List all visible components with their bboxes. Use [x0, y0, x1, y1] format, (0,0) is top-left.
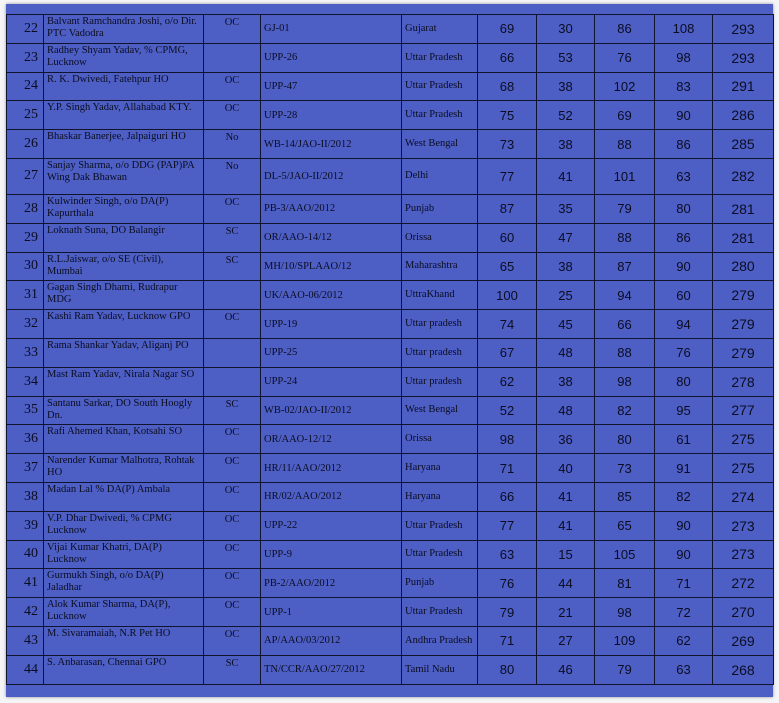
circle-name: Uttar Pradesh: [402, 43, 478, 72]
category: SC: [204, 655, 261, 684]
roll-number: UPP-28: [261, 101, 402, 130]
marks-paper-3: 86: [595, 15, 655, 44]
marks-paper-1: 63: [478, 540, 537, 569]
marks-paper-1: 87: [478, 194, 537, 223]
marks-paper-4: 76: [655, 338, 713, 367]
category: OC: [204, 511, 261, 540]
roll-number: HR/02/AAO/2012: [261, 482, 402, 511]
table-row: [7, 158, 774, 194]
marks-paper-2: 41: [537, 482, 595, 511]
roll-number: UPP-1: [261, 598, 402, 627]
table-row: [7, 281, 774, 310]
total-marks: 279: [713, 338, 774, 367]
table-row: [7, 223, 774, 252]
name-office: R.L.Jaiswar, o/o SE (Civil), Mumbai: [44, 252, 204, 281]
table-row: [7, 101, 774, 130]
serial-number: 43: [7, 626, 44, 655]
total-marks: 274: [713, 482, 774, 511]
marks-paper-4: 82: [655, 482, 713, 511]
circle-name: Haryana: [402, 482, 478, 511]
total-marks: 272: [713, 569, 774, 598]
marks-paper-1: 69: [478, 15, 537, 44]
marks-paper-4: 72: [655, 598, 713, 627]
circle-name: Uttar pradesh: [402, 367, 478, 396]
marks-paper-3: 65: [595, 511, 655, 540]
marks-paper-2: 38: [537, 130, 595, 159]
roll-number: GJ-01: [261, 15, 402, 44]
marks-paper-4: 62: [655, 626, 713, 655]
marks-paper-3: 88: [595, 338, 655, 367]
marks-paper-3: 80: [595, 425, 655, 454]
marks-paper-3: 94: [595, 281, 655, 310]
table-row: [7, 252, 774, 281]
marks-paper-4: 95: [655, 396, 713, 425]
table-row: [7, 540, 774, 569]
total-marks: 273: [713, 540, 774, 569]
marks-paper-1: 80: [478, 655, 537, 684]
marks-paper-3: 88: [595, 130, 655, 159]
total-marks: 269: [713, 626, 774, 655]
category: SC: [204, 396, 261, 425]
category: [204, 43, 261, 72]
category: OC: [204, 626, 261, 655]
roll-number: WB-14/JAO-II/2012: [261, 130, 402, 159]
circle-name: Uttar Pradesh: [402, 598, 478, 627]
name-office: Sanjay Sharma, o/o DDG (PAP)PA Wing Dak Bhawan: [44, 158, 204, 194]
circle-name: Uttar Pradesh: [402, 101, 478, 130]
marks-paper-4: 63: [655, 158, 713, 194]
total-marks: 285: [713, 130, 774, 159]
serial-number: 28: [7, 194, 44, 223]
roll-number: AP/AAO/03/2012: [261, 626, 402, 655]
roll-number: UPP-25: [261, 338, 402, 367]
table-row: [7, 338, 774, 367]
name-office: Balvant Ramchandra Joshi, o/o Dir. PTC Vadodra: [44, 15, 204, 44]
serial-number: 33: [7, 338, 44, 367]
marks-paper-2: 40: [537, 454, 595, 483]
table-row: [7, 130, 774, 159]
name-office: S. Anbarasan, Chennai GPO: [44, 655, 204, 684]
marks-paper-2: 53: [537, 43, 595, 72]
marks-paper-2: 48: [537, 396, 595, 425]
serial-number: 35: [7, 396, 44, 425]
circle-name: Uttar Pradesh: [402, 72, 478, 101]
total-marks: 280: [713, 252, 774, 281]
circle-name: Uttar Pradesh: [402, 511, 478, 540]
results-table: [6, 14, 774, 685]
roll-number: UPP-19: [261, 310, 402, 339]
name-office: Mast Ram Yadav, Nirala Nagar SO: [44, 367, 204, 396]
marks-paper-1: 60: [478, 223, 537, 252]
marks-paper-2: 25: [537, 281, 595, 310]
total-marks: 281: [713, 223, 774, 252]
marks-paper-2: 38: [537, 252, 595, 281]
circle-name: Uttar pradesh: [402, 338, 478, 367]
total-marks: 282: [713, 158, 774, 194]
serial-number: 25: [7, 101, 44, 130]
roll-number: HR/11/AAO/2012: [261, 454, 402, 483]
marks-paper-1: 98: [478, 425, 537, 454]
marks-paper-4: 90: [655, 540, 713, 569]
name-office: M. Sivaramaiah, N.R Pet HO: [44, 626, 204, 655]
circle-name: Uttar pradesh: [402, 310, 478, 339]
roll-number: UPP-47: [261, 72, 402, 101]
marks-paper-1: 52: [478, 396, 537, 425]
table-row: [7, 43, 774, 72]
roll-number: WB-02/JAO-II/2012: [261, 396, 402, 425]
category: OC: [204, 482, 261, 511]
table-row: [7, 72, 774, 101]
marks-paper-3: 98: [595, 367, 655, 396]
serial-number: 42: [7, 598, 44, 627]
total-marks: 277: [713, 396, 774, 425]
marks-paper-3: 66: [595, 310, 655, 339]
category: OC: [204, 15, 261, 44]
total-marks: 293: [713, 43, 774, 72]
marks-paper-2: 48: [537, 338, 595, 367]
category: SC: [204, 223, 261, 252]
marks-paper-4: 71: [655, 569, 713, 598]
marks-paper-4: 108: [655, 15, 713, 44]
marks-paper-1: 66: [478, 43, 537, 72]
serial-number: 31: [7, 281, 44, 310]
total-marks: 278: [713, 367, 774, 396]
circle-name: Maharashtra: [402, 252, 478, 281]
circle-name: Haryana: [402, 454, 478, 483]
marks-paper-3: 87: [595, 252, 655, 281]
marks-paper-3: 98: [595, 598, 655, 627]
category: OC: [204, 598, 261, 627]
table-row: [7, 396, 774, 425]
marks-paper-1: 68: [478, 72, 537, 101]
total-marks: 268: [713, 655, 774, 684]
marks-paper-4: 90: [655, 252, 713, 281]
marks-paper-1: 71: [478, 626, 537, 655]
total-marks: 275: [713, 454, 774, 483]
circle-name: West Bengal: [402, 396, 478, 425]
table-row: [7, 454, 774, 483]
serial-number: 32: [7, 310, 44, 339]
table-row: [7, 425, 774, 454]
total-marks: 281: [713, 194, 774, 223]
circle-name: Orissa: [402, 425, 478, 454]
category: [204, 367, 261, 396]
name-office: Y.P. Singh Yadav, Allahabad KTY.: [44, 101, 204, 130]
name-office: Narender Kumar Malhotra, Rohtak HO: [44, 454, 204, 483]
category: OC: [204, 569, 261, 598]
name-office: Gagan Singh Dhami, Rudrapur MDG: [44, 281, 204, 310]
roll-number: TN/CCR/AAO/27/2012: [261, 655, 402, 684]
table-row: [7, 655, 774, 684]
marks-paper-2: 36: [537, 425, 595, 454]
marks-paper-4: 63: [655, 655, 713, 684]
marks-paper-1: 74: [478, 310, 537, 339]
marks-paper-3: 85: [595, 482, 655, 511]
circle-name: Uttar Pradesh: [402, 540, 478, 569]
marks-paper-4: 94: [655, 310, 713, 339]
serial-number: 23: [7, 43, 44, 72]
name-office: Gurmukh Singh, o/o DA(P) Jaladhar: [44, 569, 204, 598]
category: OC: [204, 454, 261, 483]
serial-number: 36: [7, 425, 44, 454]
table-row: [7, 511, 774, 540]
marks-paper-1: 73: [478, 130, 537, 159]
results-body: [7, 15, 774, 685]
marks-paper-4: 83: [655, 72, 713, 101]
serial-number: 37: [7, 454, 44, 483]
marks-paper-1: 100: [478, 281, 537, 310]
category: OC: [204, 72, 261, 101]
marks-paper-2: 38: [537, 367, 595, 396]
name-office: Alok Kumar Sharma, DA(P), Lucknow: [44, 598, 204, 627]
marks-paper-2: 41: [537, 158, 595, 194]
roll-number: UPP-9: [261, 540, 402, 569]
roll-number: DL-5/JAO-II/2012: [261, 158, 402, 194]
marks-paper-1: 76: [478, 569, 537, 598]
table-row: [7, 626, 774, 655]
category: OC: [204, 425, 261, 454]
marks-paper-4: 60: [655, 281, 713, 310]
marks-paper-2: 46: [537, 655, 595, 684]
marks-paper-3: 109: [595, 626, 655, 655]
marks-paper-1: 67: [478, 338, 537, 367]
name-office: Madan Lal % DA(P) Ambala: [44, 482, 204, 511]
marks-paper-2: 38: [537, 72, 595, 101]
roll-number: UK/AAO-06/2012: [261, 281, 402, 310]
serial-number: 22: [7, 15, 44, 44]
marks-paper-4: 90: [655, 101, 713, 130]
category: OC: [204, 540, 261, 569]
marks-paper-2: 35: [537, 194, 595, 223]
marks-paper-4: 80: [655, 367, 713, 396]
total-marks: 273: [713, 511, 774, 540]
marks-paper-3: 73: [595, 454, 655, 483]
name-office: V.P. Dhar Dwivedi, % CPMG Lucknow: [44, 511, 204, 540]
serial-number: 30: [7, 252, 44, 281]
circle-name: Orissa: [402, 223, 478, 252]
marks-paper-4: 61: [655, 425, 713, 454]
marks-paper-3: 81: [595, 569, 655, 598]
marks-paper-2: 45: [537, 310, 595, 339]
circle-name: Tamil Nadu: [402, 655, 478, 684]
marks-paper-3: 101: [595, 158, 655, 194]
name-office: Rafi Ahemed Khan, Kotsahi SO: [44, 425, 204, 454]
serial-number: 41: [7, 569, 44, 598]
circle-name: UttraKhand: [402, 281, 478, 310]
circle-name: Andhra Pradesh: [402, 626, 478, 655]
marks-paper-2: 44: [537, 569, 595, 598]
category: OC: [204, 101, 261, 130]
total-marks: 270: [713, 598, 774, 627]
name-office: Loknath Suna, DO Balangir: [44, 223, 204, 252]
circle-name: Punjab: [402, 569, 478, 598]
marks-paper-2: 27: [537, 626, 595, 655]
marks-paper-3: 79: [595, 194, 655, 223]
serial-number: 38: [7, 482, 44, 511]
roll-number: OR/AAO-14/12: [261, 223, 402, 252]
marks-paper-2: 47: [537, 223, 595, 252]
name-office: R. K. Dwivedi, Fatehpur HO: [44, 72, 204, 101]
marks-paper-3: 76: [595, 43, 655, 72]
marks-paper-2: 30: [537, 15, 595, 44]
serial-number: 34: [7, 367, 44, 396]
serial-number: 40: [7, 540, 44, 569]
marks-paper-1: 71: [478, 454, 537, 483]
category: [204, 281, 261, 310]
marks-paper-4: 98: [655, 43, 713, 72]
roll-number: PB-3/AAO/2012: [261, 194, 402, 223]
marks-paper-2: 41: [537, 511, 595, 540]
name-office: Bhaskar Banerjee, Jalpaiguri HO: [44, 130, 204, 159]
category: No: [204, 158, 261, 194]
name-office: Rama Shankar Yadav, Aliganj PO: [44, 338, 204, 367]
name-office: Kulwinder Singh, o/o DA(P) Kapurthala: [44, 194, 204, 223]
marks-paper-1: 77: [478, 158, 537, 194]
serial-number: 39: [7, 511, 44, 540]
category: OC: [204, 194, 261, 223]
name-office: Kashi Ram Yadav, Lucknow GPO: [44, 310, 204, 339]
marks-paper-3: 102: [595, 72, 655, 101]
table-row: [7, 367, 774, 396]
category: OC: [204, 310, 261, 339]
roll-number: OR/AAO-12/12: [261, 425, 402, 454]
table-row: [7, 15, 774, 44]
category: No: [204, 130, 261, 159]
circle-name: Gujarat: [402, 15, 478, 44]
roll-number: PB-2/AAO/2012: [261, 569, 402, 598]
serial-number: 29: [7, 223, 44, 252]
marks-paper-3: 88: [595, 223, 655, 252]
category: SC: [204, 252, 261, 281]
marks-paper-4: 80: [655, 194, 713, 223]
total-marks: 279: [713, 310, 774, 339]
roll-number: UPP-24: [261, 367, 402, 396]
roll-number: MH/10/SPLAAO/12: [261, 252, 402, 281]
serial-number: 26: [7, 130, 44, 159]
marks-paper-4: 86: [655, 130, 713, 159]
total-marks: 279: [713, 281, 774, 310]
serial-number: 24: [7, 72, 44, 101]
marks-paper-3: 105: [595, 540, 655, 569]
marks-paper-3: 79: [595, 655, 655, 684]
marks-paper-1: 66: [478, 482, 537, 511]
serial-number: 44: [7, 655, 44, 684]
serial-number: 27: [7, 158, 44, 194]
total-marks: 291: [713, 72, 774, 101]
marks-paper-2: 21: [537, 598, 595, 627]
marks-paper-1: 75: [478, 101, 537, 130]
marks-paper-4: 86: [655, 223, 713, 252]
roll-number: UPP-22: [261, 511, 402, 540]
marks-paper-4: 90: [655, 511, 713, 540]
name-office: Vijai Kumar Khatri, DA(P) Lucknow: [44, 540, 204, 569]
marks-paper-4: 91: [655, 454, 713, 483]
category: [204, 338, 261, 367]
marks-paper-1: 65: [478, 252, 537, 281]
marks-paper-3: 82: [595, 396, 655, 425]
name-office: Radhey Shyam Yadav, % CPMG, Lucknow: [44, 43, 204, 72]
table-row: [7, 482, 774, 511]
result-sheet: [6, 4, 773, 697]
circle-name: Delhi: [402, 158, 478, 194]
total-marks: 275: [713, 425, 774, 454]
marks-paper-1: 79: [478, 598, 537, 627]
marks-paper-1: 77: [478, 511, 537, 540]
marks-paper-2: 52: [537, 101, 595, 130]
table-row: [7, 310, 774, 339]
total-marks: 286: [713, 101, 774, 130]
table-row: [7, 598, 774, 627]
roll-number: UPP-26: [261, 43, 402, 72]
circle-name: Punjab: [402, 194, 478, 223]
table-row: [7, 569, 774, 598]
table-row: [7, 194, 774, 223]
marks-paper-1: 62: [478, 367, 537, 396]
marks-paper-3: 69: [595, 101, 655, 130]
marks-paper-2: 15: [537, 540, 595, 569]
circle-name: West Bengal: [402, 130, 478, 159]
total-marks: 293: [713, 15, 774, 44]
name-office: Santanu Sarkar, DO South Hoogly Dn.: [44, 396, 204, 425]
